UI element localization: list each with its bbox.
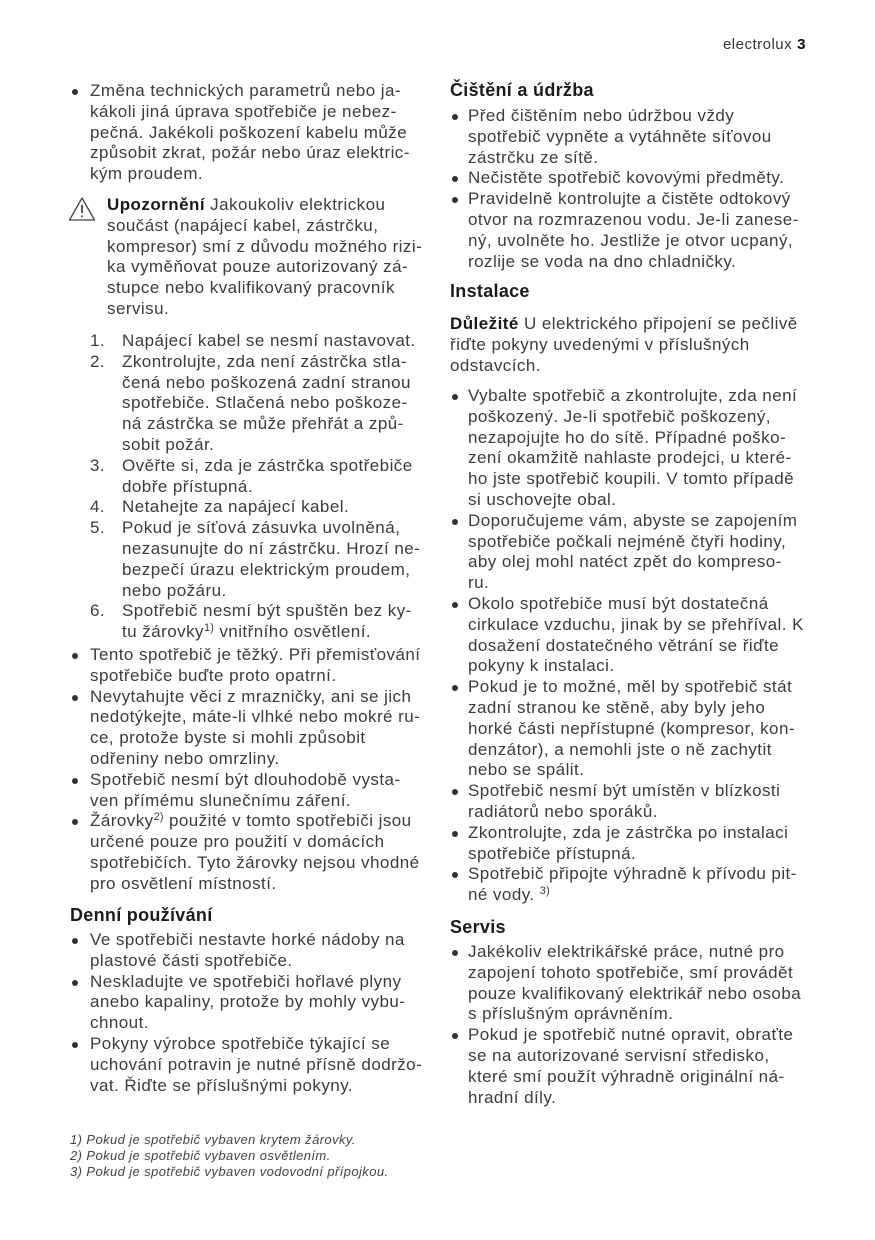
bullet-item	[468, 594, 804, 677]
text-line: nezasunujte do ní zástrčku. Hrozí ne-	[122, 538, 421, 558]
text-line: Neskladujte ve spotřebiči hořlavé plyny	[90, 971, 402, 991]
footnote-reference: 1)	[203, 622, 215, 635]
page-number: 3	[797, 36, 806, 53]
text-line: Doporučujeme vám, abyste se zapojením	[468, 510, 798, 530]
warning-triangle-icon	[68, 196, 96, 222]
text-line: určené pouze pro použití v domácích	[90, 832, 385, 852]
bullet-item	[90, 930, 422, 972]
text-line: ný, uvolněte ho. Jestliže je otvor ucpaný,	[468, 230, 794, 250]
bullet-item	[468, 386, 804, 511]
text-line: čená nebo poškozená zadní stranou	[122, 372, 411, 392]
text-line: součást (napájecí kabel, zástrčku,	[107, 215, 379, 235]
bullet-icon	[452, 685, 458, 691]
bullet-item	[468, 1025, 801, 1108]
text-line: dosažení dostatečného větrání se řiďte	[468, 635, 780, 655]
bullet-item	[468, 942, 801, 1025]
item-number: 2.	[90, 351, 106, 371]
text-line: radiátorů nebo sporáků.	[468, 801, 658, 821]
bullet-icon	[72, 653, 78, 659]
text-line: Změna technických parametrů nebo ja-	[90, 81, 402, 100]
bold-label: Upozornění	[107, 195, 205, 214]
text-line	[90, 811, 420, 832]
text-line: ru.	[468, 573, 490, 593]
text-line: Zkontrolujte, zda je zástrčka po instalaci	[468, 822, 789, 842]
text-line: pouze kvalifikovaný elektrikář nebo osoba	[468, 983, 802, 1003]
bullet-item	[90, 770, 420, 812]
text-line: odřeniny nebo omrzliny.	[90, 748, 280, 768]
text-line: Pokud je síťová zásuvka uvolněná,	[122, 518, 401, 538]
text-line: aby olej mohl natéct zpět do kompreso-	[468, 552, 782, 572]
bullet-icon	[452, 1033, 458, 1039]
bullet-item	[468, 677, 804, 781]
text-run: Jakoukoliv elektrickou	[205, 195, 386, 214]
bullet-icon	[452, 394, 458, 400]
text-line: dobře přístupná.	[122, 476, 254, 496]
numbered-item	[90, 518, 421, 601]
bullet-icon	[72, 89, 78, 95]
bullet-icon	[452, 176, 458, 182]
text-line: zapojení tohoto spotřebiče, smí provádět	[468, 962, 794, 982]
bullet-icon	[452, 831, 458, 837]
text-line: nezapojujte ho do sítě. Případné poško-	[468, 427, 787, 447]
bullet-icon	[452, 872, 458, 878]
text-line: Spotřebič připojte výhradně k přívodu pit-	[468, 864, 797, 884]
bullet-item	[468, 864, 804, 906]
daily-use-bullets	[90, 930, 422, 1096]
text-line	[122, 622, 420, 643]
text-line: Ověřte si, zda je zástrčka spotřebiče	[122, 455, 413, 475]
text-line: zadní stranou ke stěně, aby byly jeho	[468, 697, 766, 717]
installation-bullets	[468, 386, 804, 906]
text-line: Ve spotřebiči nestavte horké nádoby na	[90, 930, 405, 949]
numbered-item	[90, 497, 420, 518]
text-line: Zkontrolujte, zda není zástrčka stla-	[122, 351, 407, 371]
item-number: 1.	[90, 331, 106, 350]
text-line: ho jste spotřebič koupili. V tomto případě	[468, 469, 795, 489]
service-heading: Servis	[450, 917, 506, 937]
bullet-item	[90, 1034, 422, 1096]
text-line: otvor na rozmrazenou vodu. Je-li zanese-	[468, 209, 799, 229]
bullet-icon	[452, 197, 458, 203]
footnote-reference: 2)	[153, 811, 164, 824]
text-line: horké části nepřístupné (kompresor, kon-	[468, 718, 795, 738]
bold-label: Důležité	[450, 314, 519, 333]
text-line: zástrčku ze sítě.	[468, 147, 599, 167]
text-line: Před čištěním nebo údržbou vždy	[468, 106, 735, 125]
text-line: sobit požár.	[122, 434, 215, 454]
text-line: spotřebiče počkali nejméně čtyři hodiny,	[468, 531, 787, 551]
bullet-icon	[72, 1042, 78, 1048]
text-line: denzátor), a nemohli jste o ně zachytit	[468, 739, 772, 759]
item-number: 4.	[90, 497, 106, 517]
bullet-item	[468, 106, 799, 168]
cleaning-bullets	[468, 106, 799, 272]
text-line: Vybalte spotřebič a zkontrolujte, zda není	[468, 386, 798, 405]
text-line	[107, 195, 422, 216]
text-line: hradní díly.	[468, 1087, 557, 1107]
warning-note	[107, 195, 422, 320]
text-line: stupce nebo kvalifikovaný pracovník	[107, 278, 395, 298]
text-line: pokyny k instalaci.	[468, 656, 615, 676]
text-line: plastové části spotřebiče.	[90, 950, 293, 970]
text-line: Spotřebič nesmí být spuštěn bez ky-	[122, 601, 412, 621]
footnote: 1) Pokud je spotřebič vybaven krytem žárovky.	[70, 1132, 356, 1147]
numbered-item	[90, 455, 420, 498]
text-line: Okolo spotřebiče musí být dostatečná	[468, 593, 769, 613]
text-line: Jakékoliv elektrikářské práce, nutné pro	[468, 942, 785, 961]
bullet-icon	[452, 950, 458, 956]
cleaning-heading: Čištění a údržba	[450, 80, 594, 100]
text-line: spotřebiče přístupná.	[468, 843, 637, 863]
bullet-icon	[72, 980, 78, 986]
bullet-item	[468, 168, 799, 189]
text-line: s příslušným oprávněním.	[468, 1004, 674, 1024]
numbered-item	[90, 601, 420, 643]
text-line: spotřebiče. Stlačená nebo poškoze-	[122, 393, 408, 413]
bullet-icon	[72, 695, 78, 701]
text-line: Netahejte za napájecí kabel.	[122, 497, 350, 517]
bullet-item	[468, 511, 804, 594]
footnote-reference: 3)	[539, 885, 550, 898]
bullet-icon	[72, 819, 78, 825]
text-line: Nevytahujte věci z mrazničky, ani se jich	[90, 686, 412, 706]
text-line: Pravidelně kontrolujte a čistěte odtokový	[468, 189, 791, 209]
text-run: U elektrického připojení se pečlivě	[518, 314, 798, 333]
text-line: ven přímému slunečnímu záření.	[90, 790, 352, 810]
text-line: Napájecí kabel se nesmí nastavovat.	[122, 331, 416, 350]
text-run: vnitřního osvětlení.	[214, 622, 372, 642]
text-line: bezpečí úrazu elektrickým proudem,	[122, 559, 411, 579]
text-line: kompresor) smí z důvodu možného rizi-	[107, 236, 423, 256]
service-bullets	[468, 942, 801, 1108]
text-line: Pokud je to možné, měl by spotřebič stát	[468, 677, 793, 697]
text-line: Spotřebič nesmí být dlouhodobě vysta-	[90, 769, 401, 789]
text-line: cirkulace vzduchu, jinak by se přehříval. K	[468, 614, 804, 634]
footnote: 2) Pokud je spotřebič vybaven osvětlením.	[70, 1148, 331, 1163]
text-line: pro osvětlení místností.	[90, 873, 277, 893]
text-line: anebo kapaliny, protože by mohly vybu-	[90, 992, 406, 1012]
text-line: kým proudem.	[90, 164, 204, 184]
text-line: ná zástrčka se může přehřát a způ-	[122, 414, 404, 434]
safety-bullet-list	[90, 81, 410, 185]
text-line: servisu.	[107, 298, 170, 318]
bullet-icon	[452, 602, 458, 608]
text-line: kákoli jiná úprava spotřebiče je nebez-	[90, 101, 397, 121]
text-line: nebo požáru.	[122, 580, 227, 600]
bullet-item	[90, 811, 420, 894]
text-line: spotřebičích. Tyto žárovky nejsou vhodné	[90, 852, 420, 872]
text-line: si uschovejte obal.	[468, 489, 617, 509]
page-header	[723, 36, 806, 54]
text-line: které smí použít výhradně originální ná-	[468, 1066, 785, 1086]
brand-name: electrolux	[722, 36, 793, 53]
text-run: tu žárovky	[122, 622, 204, 642]
bullet-item	[468, 189, 799, 272]
text-run: Žárovky	[90, 811, 154, 831]
bullet-icon	[452, 519, 458, 525]
text-line: nedotýkejte, máte-li vlhké nebo mokré ru-	[90, 707, 421, 727]
text-line: ka vyměňovat pouze autorizovaný zá-	[107, 257, 409, 277]
text-line	[468, 885, 804, 906]
text-line	[450, 314, 798, 335]
text-line: rozlije se voda na dno chladničky.	[468, 251, 737, 271]
text-line: spotřebič vypněte a vytáhněte síťovou	[468, 126, 772, 146]
text-line: způsobit zkrat, požár nebo úraz elektric-	[90, 143, 410, 163]
numbered-item	[90, 351, 420, 456]
text-line: Spotřebič nesmí být umístěn v blízkosti	[468, 781, 781, 801]
text-line: Pokud je spotřebič nutné opravit, obraťte	[468, 1025, 794, 1045]
text-run: né vody.	[468, 885, 540, 905]
text-line: se na autorizované servisní středisko,	[468, 1045, 770, 1065]
installation-important-note	[450, 314, 798, 376]
text-line: ce, protože byste si mohli způsobit	[90, 728, 366, 748]
daily-use-heading: Denní používání	[70, 905, 213, 925]
text-line: Tento spotřebič je těžký. Při přemisťování	[90, 645, 421, 664]
bullet-item	[468, 823, 804, 865]
text-line: řiďte pokyny uvedenými v příslušných	[450, 334, 750, 354]
text-line: vat. Řiďte se příslušnými pokyny.	[90, 1075, 354, 1095]
text-line: spotřebiče buďte proto opatrní.	[90, 665, 337, 685]
bullet-item	[468, 781, 804, 823]
text-line: uchování potravin je nutné přísně dodržo-	[90, 1054, 423, 1074]
text-line: zení okamžitě nahlaste prodejci, u které-	[468, 448, 792, 468]
item-number: 6.	[90, 601, 106, 621]
bullet-item	[90, 687, 420, 770]
text-line: nebo se spálit.	[468, 760, 585, 780]
text-line: pečná. Jakékoli poškození kabelu může	[90, 122, 408, 142]
text-line: Pokyny výrobce spotřebiče týkající se	[90, 1033, 391, 1053]
text-line: Nečistěte spotřebič kovovými předměty.	[468, 168, 785, 188]
bullet-item	[90, 81, 410, 185]
numbered-item	[90, 331, 420, 352]
numbered-safety-list	[90, 331, 421, 643]
text-run: použité v tomto spotřebiči jsou	[163, 811, 412, 831]
general-safety-bullets	[90, 645, 420, 895]
footnote: 3) Pokud je spotřebič vybaven vodovodní přípojkou.	[70, 1164, 389, 1179]
bullet-icon	[452, 789, 458, 795]
text-line: odstavcích.	[450, 355, 541, 375]
bullet-item	[90, 645, 420, 687]
item-number: 3.	[90, 455, 106, 475]
text-line: chnout.	[90, 1013, 149, 1033]
bullet-icon	[72, 778, 78, 784]
installation-heading: Instalace	[450, 281, 530, 301]
bullet-item	[90, 972, 422, 1034]
bullet-icon	[72, 938, 78, 944]
footnotes	[70, 1132, 388, 1180]
bullet-icon	[452, 114, 458, 120]
item-number: 5.	[90, 518, 106, 538]
text-line: poškozený. Je-li spotřebič poškozený,	[468, 406, 771, 426]
